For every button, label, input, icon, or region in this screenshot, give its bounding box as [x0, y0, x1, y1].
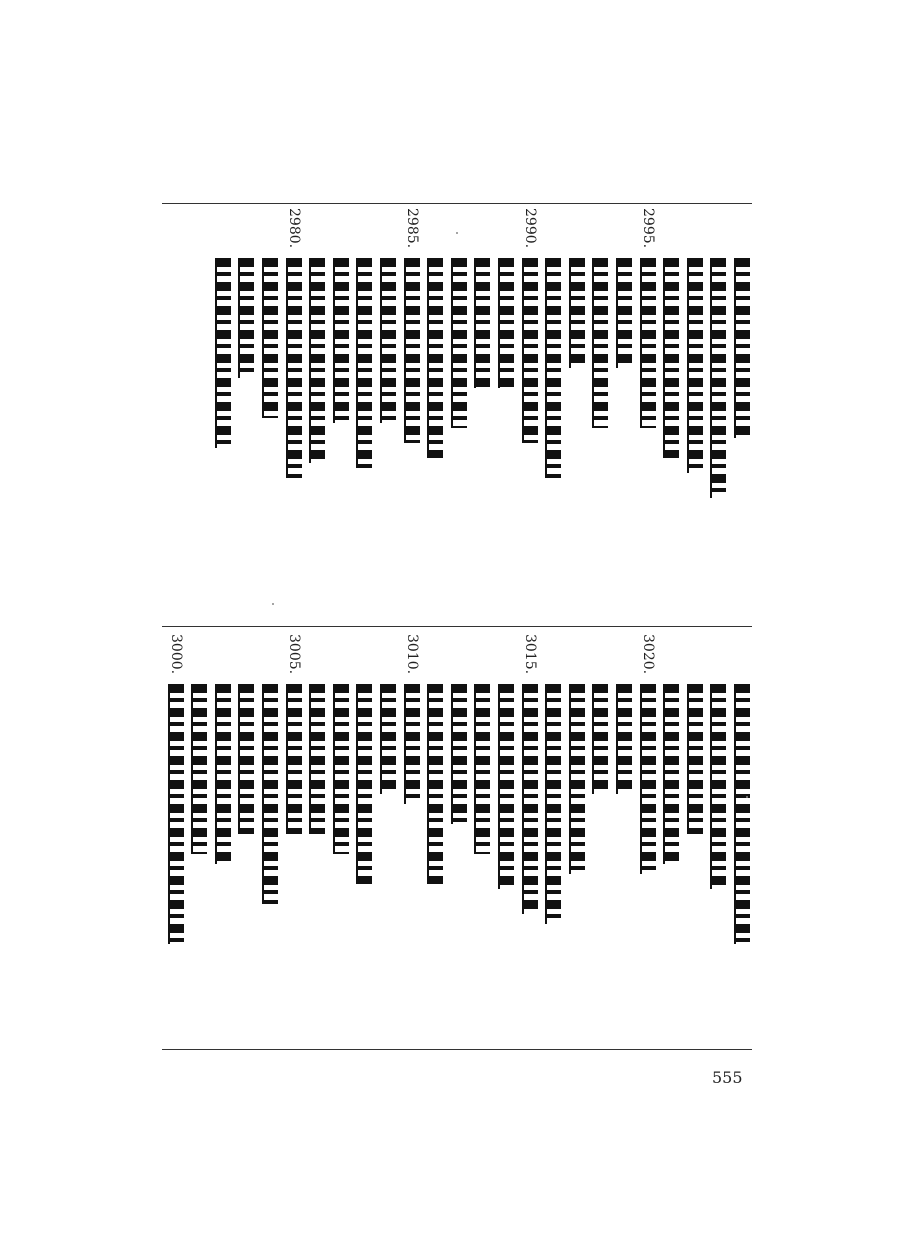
verse-line [380, 684, 396, 794]
verse-line [309, 684, 325, 834]
verse-line [262, 258, 278, 418]
line-number: 3015. [521, 634, 538, 675]
line-number: 2985. [403, 208, 420, 249]
line-number: 3000. [167, 634, 184, 675]
verse-line [592, 684, 608, 794]
verse-line [427, 258, 443, 458]
middle-rule [162, 626, 752, 627]
verse-line [215, 684, 231, 864]
speck [456, 232, 458, 234]
verse-line [309, 258, 325, 463]
verse-line [616, 258, 632, 368]
verse-line [262, 684, 278, 904]
top-rule [162, 203, 752, 204]
line-number: 3005. [285, 634, 302, 675]
verse-line [286, 684, 302, 834]
verse-line [498, 258, 514, 388]
bottom-rule [162, 1049, 752, 1050]
speck [746, 796, 748, 798]
verse-line [404, 258, 420, 443]
verse-line [238, 684, 254, 834]
verse-line [545, 684, 561, 924]
verse-line [569, 684, 585, 874]
line-number: 2990. [521, 208, 538, 249]
line-number: 2980. [285, 208, 302, 249]
verse-line [333, 258, 349, 423]
verse-line [640, 684, 656, 874]
verse-line [710, 258, 726, 498]
verse-line [191, 684, 207, 854]
verse-line [474, 684, 490, 854]
page-number: 555 [712, 1068, 743, 1087]
verse-line [545, 258, 561, 478]
verse-line [687, 258, 703, 473]
verse-line [238, 258, 254, 378]
verse-line [451, 258, 467, 428]
line-number: 3010. [403, 634, 420, 675]
verse-line [356, 258, 372, 468]
verse-line [522, 684, 538, 914]
speck [272, 603, 274, 605]
lower-verse-block [162, 634, 752, 1036]
verse-line [356, 684, 372, 884]
verse-line [215, 258, 231, 448]
upper-verse-block [162, 208, 752, 610]
verse-line [427, 684, 443, 884]
verse-line [592, 258, 608, 428]
verse-line [569, 258, 585, 368]
line-number: 3020. [639, 634, 656, 675]
verse-line [168, 684, 184, 944]
verse-line [687, 684, 703, 834]
verse-line [663, 258, 679, 458]
verse-line [474, 258, 490, 388]
verse-line [710, 684, 726, 889]
line-number: 2995. [639, 208, 656, 249]
verse-line [404, 684, 420, 804]
verse-line [734, 684, 750, 944]
verse-line [522, 258, 538, 443]
verse-line [380, 258, 396, 423]
verse-line [333, 684, 349, 854]
verse-line [286, 258, 302, 478]
verse-line [640, 258, 656, 428]
verse-line [451, 684, 467, 824]
verse-line [616, 684, 632, 794]
verse-line [498, 684, 514, 889]
verse-line [734, 258, 750, 438]
verse-line [663, 684, 679, 864]
